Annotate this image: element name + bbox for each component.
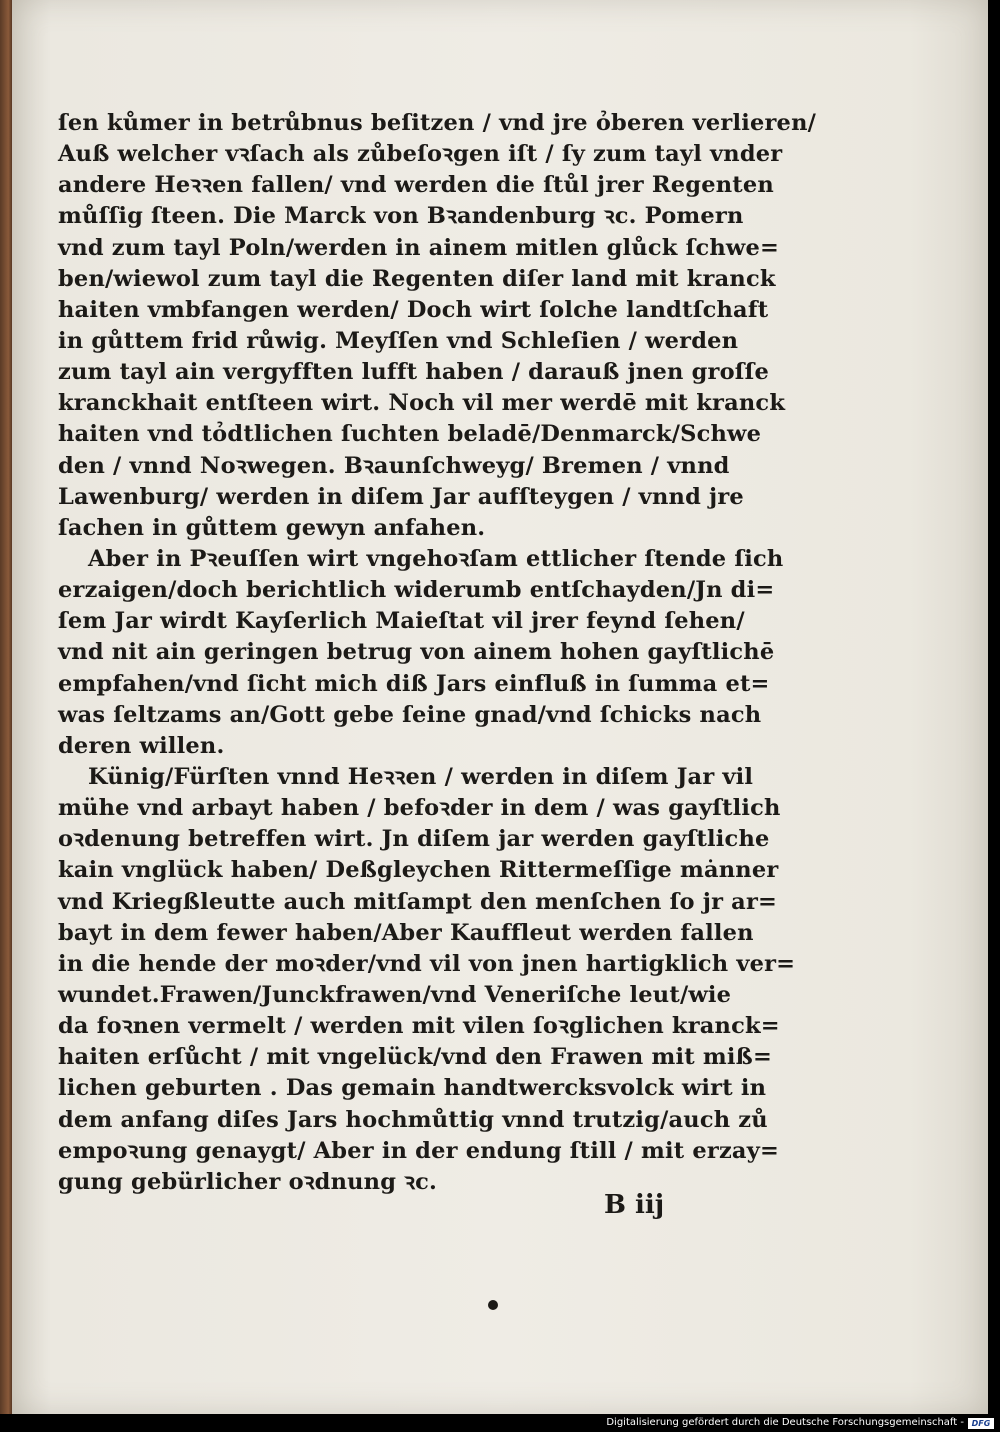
- text-line: gung gebürlicher oꝛdnung ꝛc.: [58, 1168, 438, 1195]
- text-line: haiten vnd tỏdtlichen ſuchten beladē/Denmarck/Schwe: [58, 421, 762, 448]
- text-line: ſen kůmer in betrůbnus beſitzen / vnd jre ỏberen verlieren/: [58, 110, 817, 136]
- paragraph-start-line: Aber in Pꝛeuſſen wirt vngehoꝛſam ettlicher ſtende ſich: [88, 545, 784, 572]
- text-line: den / vnnd Noꝛwegen. Bꝛaunſchweyg/ Bremen / vnnd: [58, 452, 730, 479]
- text-line: haiten vmbfangen werden/ Doch wirt ſolche landtſchaft: [58, 296, 769, 323]
- page-text-block: [58, 108, 817, 1198]
- text-line: da foꝛnen vermelt / werden mit vilen ſoꝛglichen kranck=: [58, 1013, 780, 1040]
- text-line: empfahen/vnd ſicht mich diß Jars einfluß in ſumma et=: [58, 670, 770, 697]
- text-line: lichen geburten . Das gemain handtwercksvolck wirt in: [58, 1075, 767, 1102]
- text-line: was ſeltzams an/Gott gebe ſeine gnad/vnd ſchicks nach: [58, 701, 762, 728]
- text-line: dem anfang diſes Jars hochmůttig vnnd trutzig/auch zů: [58, 1106, 768, 1133]
- text-line: bayt in dem fewer haben/Aber Kauffleut werden fallen: [58, 919, 754, 946]
- text-line: zum tayl ain vergyfften lufft haben / darauß jnen groſſe: [58, 359, 770, 386]
- text-line: kain vnglück haben/ Deßgleychen Rittermeſſige mȧnner: [58, 857, 779, 884]
- signature-mark: B iij: [604, 1190, 665, 1220]
- text-line: ſachen in gůttem gewyn anfahen.: [58, 514, 486, 541]
- text-line: deren willen.: [58, 732, 225, 759]
- text-line: vnd nit ain geringen betrug von ainem hohen gayſtlichē: [58, 639, 775, 666]
- text-line: empoꝛung genaygt/ Aber in der endung ſtill / mit erzay=: [58, 1137, 780, 1164]
- ink-dot: [488, 1300, 498, 1310]
- text-line: můſſig ſteen. Die Marck von Bꝛandenburg ꝛc. Pomern: [58, 203, 744, 230]
- text-line: in gůttem frid růwig. Meyſſen vnd Schleſien / werden: [58, 327, 739, 354]
- footer-bar: [0, 1414, 1000, 1432]
- text-line: andere Heꝛꝛen fallen/ vnd werden die ſtůl jrer Regenten: [58, 172, 774, 199]
- text-line: haiten erſůcht / mit vngelück/vnd den Frawen mit miß=: [58, 1044, 773, 1071]
- book-page: [12, 0, 988, 1414]
- text-line: ben/wiewol zum tayl die Regenten diſer land mit kranck: [58, 265, 776, 292]
- text-line: oꝛdenung betreffen wirt. Jn diſem jar werden gayſtliche: [58, 826, 770, 853]
- text-line: erzaigen/doch berichtlich widerumb entſchayden/Jn di=: [58, 577, 775, 604]
- dfg-logo-icon: DFG: [968, 1418, 994, 1429]
- text-line: vnd Kriegßleutte auch mitſampt den menſchen ſo jr ar=: [58, 888, 778, 915]
- text-line: ſem Jar wirdt Kayſerlich Maieſtat vil jrer feynd ſehen/: [58, 608, 745, 635]
- text-line: wundet.Frawen/Junckfrawen/vnd Veneriſche leut/wie: [58, 981, 732, 1008]
- funding-credit: Digitalisierung gefördert durch die Deutsche Forschungsgemeinschaft -: [606, 1417, 964, 1428]
- paragraph-start-line: Künig/Fürſten vnnd Heꝛꝛen / werden in diſem Jar vil: [88, 763, 754, 790]
- text-line: Auß welcher vꝛſach als zůbeſoꝛgen iſt / ſy zum tayl vnder: [58, 141, 783, 168]
- text-line: mühe vnd arbayt haben / befoꝛder in dem / was gayſtlich: [58, 795, 781, 822]
- text-line: vnd zum tayl Poln/werden in ainem mitlen glůck ſchwe=: [58, 234, 780, 261]
- text-line: in die hende der moꝛder/vnd vil von jnen hartigklich ver=: [58, 950, 796, 977]
- text-line: kranckhait entſteen wirt. Noch vil mer werdē mit kranck: [58, 390, 786, 417]
- text-line: Lawenburg/ werden in diſem Jar aufſteygen / vnnd jre: [58, 483, 744, 510]
